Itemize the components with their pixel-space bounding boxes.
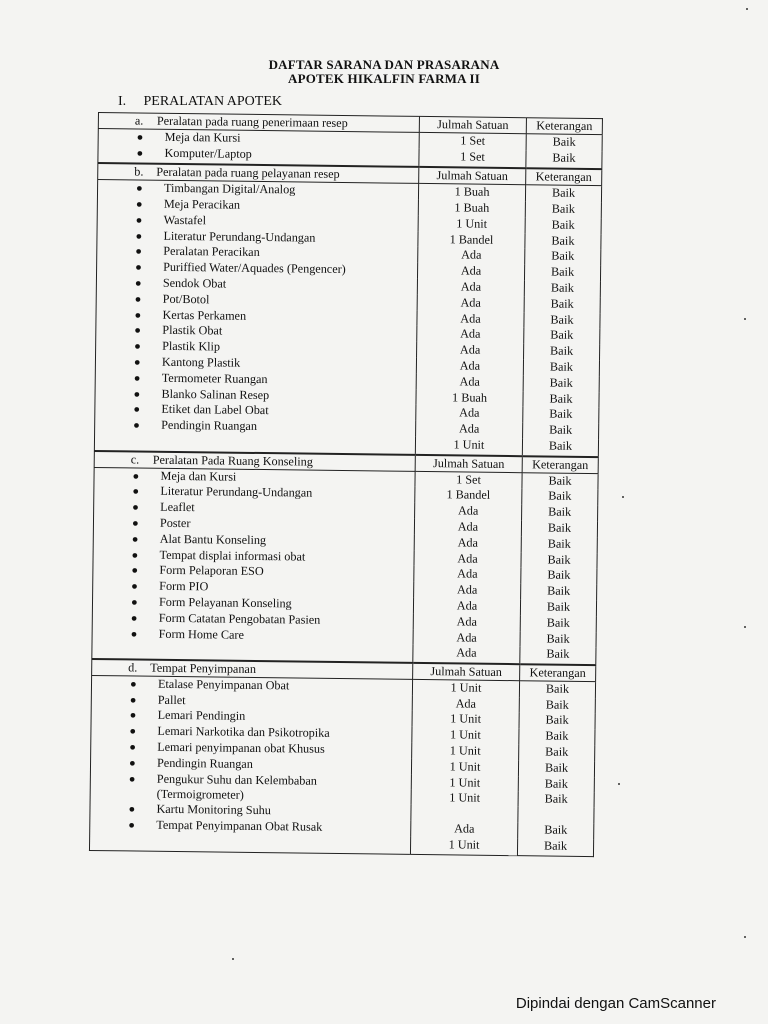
item-note: Baik [548, 504, 572, 519]
item-note: Baik [545, 681, 570, 696]
item-name: Tempat Penyimpanan Obat Rusak [156, 817, 323, 834]
item-name: Etiket dan Label Obat [161, 402, 269, 418]
item-note: Baik [548, 488, 572, 504]
bullet-icon: ● [128, 803, 136, 816]
item-name: Lemari Narkotika dan Psikotropika [157, 724, 330, 741]
item-name: Literatur Perundang-Undangan [163, 228, 316, 245]
item-note: Baik [551, 185, 576, 201]
column-header-quantity: Julmah Satuan [419, 167, 526, 185]
group-letter: b. [134, 164, 144, 179]
item-quantity: Ada [416, 374, 523, 391]
item-name: Termometer Ruangan [161, 370, 268, 386]
item-name: Form Pelaporan ESO [159, 563, 264, 579]
bullet-icon: ● [134, 293, 142, 306]
bullet-icon: ● [135, 198, 143, 211]
bullet-icon: ● [135, 182, 143, 195]
item-quantity: Ada [411, 821, 518, 838]
item-note: Baik [550, 343, 574, 358]
bullet-icon: ● [135, 230, 143, 243]
bullet-icon: ● [129, 725, 137, 738]
item-name: Meja dan Kursi [164, 129, 241, 145]
item-quantity: 1 Unit [418, 216, 525, 233]
item-note: Baik [547, 567, 571, 583]
item-note: Baik [545, 744, 569, 759]
item-note: Baik [546, 599, 571, 614]
item-quantity: 1 Bandel [418, 231, 525, 248]
item-name: Pendingin Ruangan [156, 755, 253, 771]
item-note: Baik [547, 552, 571, 567]
item-quantity: 1 Set [415, 471, 522, 489]
item-note: Baik [544, 822, 568, 837]
item-note: Baik [548, 438, 573, 453]
bullet-icon: ● [136, 147, 144, 160]
column-header-note: Keterangan [520, 664, 596, 681]
item-quantity: Ada [412, 696, 519, 713]
item-name: Pendingin Ruangan [161, 417, 258, 434]
item-name: Lemari Pendingin [157, 708, 246, 724]
item-quantity: Ada [414, 550, 521, 567]
item-quantity: 1 Unit [412, 743, 519, 760]
item-quantity: 1 Buah [416, 389, 523, 406]
item-note: Baik [545, 697, 569, 712]
item-note: Baik [549, 406, 573, 422]
item-note: Baik [544, 791, 568, 807]
item-name: Lemari penyimpanan obat Khusus [157, 739, 325, 756]
bullet-icon: ● [129, 741, 136, 754]
item-quantity: 1 Unit [411, 759, 518, 776]
item-quantity: Ada [413, 598, 520, 615]
item-note: Baik [551, 201, 575, 216]
item-quantity: Ada [415, 503, 522, 520]
item-name: Form Home Care [158, 626, 245, 642]
group-letter: d. [128, 660, 138, 675]
item-quantity: 1 Buah [418, 200, 525, 217]
bullet-icon: ● [134, 309, 142, 322]
item-name: Meja dan Kursi [160, 468, 237, 484]
bullet-icon: ● [129, 709, 137, 722]
item-quantity: Ada [416, 405, 523, 422]
item-quantity: 1 Unit [412, 711, 519, 728]
document-title-line2: APOTEK HIKALFIN FARMA II [288, 71, 480, 86]
item-quantity [411, 805, 518, 822]
bullet-icon: ● [131, 580, 138, 593]
item-note: Baik [549, 422, 573, 437]
item-name: Sendok Obat [162, 275, 227, 291]
item-note: Baik [549, 375, 573, 390]
bullet-icon: ● [130, 627, 138, 641]
item-name: Pot/Botol [162, 291, 210, 307]
scanner-watermark: Dipindai dengan CamScanner [515, 995, 716, 1012]
item-name: Komputer/Laptop [164, 145, 252, 161]
item-quantity: 1 Unit [412, 679, 519, 697]
bullet-icon: ● [133, 372, 141, 385]
bullet-icon: ● [128, 773, 136, 786]
item-note: Baik [546, 631, 570, 646]
item-note: Baik [546, 615, 570, 630]
item-note: Baik [551, 233, 575, 248]
group-title: Peralatan Pada Ruang Konseling [152, 452, 313, 469]
item-note: Baik [550, 296, 574, 311]
item-quantity: Ada [417, 295, 524, 312]
item-name: Form Pelayanan Konseling [158, 594, 292, 611]
scan-speck [744, 936, 746, 938]
item-name: Pallet [157, 692, 186, 707]
item-quantity: 1 Set [419, 132, 526, 150]
item-name: Meja Peracikan [163, 196, 241, 212]
item-name: Puriffied Water/Aquades (Pengencer) [163, 259, 346, 277]
item-name: Poster [159, 515, 191, 531]
item-quantity: Ada [417, 279, 524, 296]
column-header-quantity: Julmah Satuan [413, 663, 520, 681]
item-quantity: Ada [413, 645, 520, 664]
scan-speck [746, 8, 748, 10]
item-note: Baik [552, 150, 576, 165]
item-note: Baik [544, 760, 569, 775]
bullet-icon: ● [134, 324, 142, 337]
item-quantity: 1 Unit [412, 727, 519, 744]
item-note: Baik [550, 280, 574, 295]
item-quantity: Ada [417, 310, 524, 327]
bullet-icon: ● [131, 548, 139, 562]
item-quantity: Ada [414, 519, 521, 536]
item-quantity: Ada [417, 263, 524, 280]
column-header-quantity: Julmah Satuan [419, 116, 526, 133]
item-name: Etalase Penyimpanan Obat [157, 676, 290, 693]
item-name: (Termoigrometer) [156, 787, 244, 803]
item-quantity: Ada [414, 535, 521, 552]
item-quantity: Ada [413, 614, 520, 631]
item-quantity: Ada [413, 629, 520, 646]
section-label: PERALATAN APOTEK [143, 94, 282, 109]
bullet-icon: ● [135, 261, 142, 274]
group-letter: a. [134, 113, 144, 128]
item-name: Kartu Monitoring Suhu [156, 802, 272, 818]
item-quantity: Ada [414, 566, 521, 583]
scan-speck [744, 318, 746, 320]
item-name: Plastik Klip [162, 338, 221, 354]
bullet-icon: ● [130, 612, 138, 625]
item-name: Wastafel [163, 212, 207, 228]
bullet-icon: ● [133, 388, 141, 401]
scan-speck [744, 626, 746, 628]
bullet-icon: ● [135, 245, 143, 258]
item-name: Form Catatan Pengobatan Pasien [158, 610, 321, 627]
bullet-icon: ● [131, 533, 139, 546]
group-title: Tempat Penyimpanan [150, 660, 257, 677]
item-quantity: 1 Unit [411, 790, 518, 806]
bullet-icon: ● [131, 517, 139, 530]
bullet-icon: ● [130, 596, 138, 609]
bullet-icon: ● [132, 469, 140, 483]
group-title: Peralatan pada ruang pelayanan resep [156, 165, 340, 182]
item-note: Baik [544, 776, 568, 791]
item-name: Kertas Perkamen [162, 307, 247, 323]
item-quantity: 1 Unit [410, 837, 517, 856]
item-name: Tempat displai informasi obat [159, 547, 306, 564]
bullet-icon: ● [135, 214, 143, 227]
column-header-quantity: Julmah Satuan [415, 455, 522, 473]
scan-speck [622, 496, 624, 498]
scan-speck [618, 783, 620, 785]
item-note: Baik [549, 391, 573, 406]
bullet-icon: ● [129, 694, 137, 707]
column-header-note: Keterangan [526, 169, 602, 186]
item-note: Baik [550, 312, 574, 327]
section-number: I. [118, 94, 127, 109]
item-quantity: 1 Unit [411, 775, 518, 792]
bullet-icon: ● [132, 485, 140, 498]
item-note: Baik [545, 728, 569, 744]
item-quantity: 1 Unit [415, 437, 522, 456]
bullet-icon: ● [131, 564, 139, 577]
item-note: Baik [552, 134, 576, 149]
item-note: Baik [550, 327, 574, 343]
item-name: Leaflet [160, 499, 195, 515]
item-note: Baik [548, 473, 572, 488]
item-quantity: 1 Set [419, 149, 526, 169]
bullet-icon: ● [134, 340, 141, 353]
group-letter: c. [130, 452, 140, 467]
item-quantity: Ada [416, 358, 523, 375]
item-quantity: Ada [414, 582, 521, 599]
item-quantity: Ada [417, 326, 524, 343]
column-header-note: Keterangan [526, 118, 602, 135]
item-name: Literatur Perundang-Undangan [160, 484, 313, 500]
bullet-icon: ● [129, 678, 137, 691]
equipment-table [89, 112, 603, 857]
item-name: Blanko Salinan Resep [161, 386, 270, 402]
bullet-spacer [99, 798, 157, 799]
bullet-icon: ● [132, 501, 139, 514]
document-title-line1: DAFTAR SARANA DAN PRASARANA [268, 57, 500, 72]
item-note: Baik [547, 583, 571, 598]
item-name: Peralatan Peracikan [163, 244, 260, 260]
bullet-icon: ● [133, 356, 141, 369]
group-title: Peralatan pada ruang penerimaan resep [156, 113, 348, 131]
item-note: Baik [545, 712, 569, 728]
item-note: Baik [549, 359, 574, 374]
scan-speck [232, 958, 234, 960]
item-note: Baik [550, 264, 575, 279]
item-quantity: 1 Bandel [415, 487, 522, 504]
item-name: Timbangan Digital/Analog [163, 181, 296, 197]
section-heading [118, 94, 282, 110]
item-note: Baik [543, 838, 568, 853]
item-name: Plastik Obat [162, 323, 223, 338]
item-name-cell [89, 833, 410, 854]
item-note: Baik [547, 536, 571, 551]
item-name: Alat Bantu Konseling [159, 531, 267, 547]
item-name: Form PIO [159, 578, 209, 594]
bullet-icon: ● [134, 277, 142, 290]
column-header-note: Keterangan [522, 456, 598, 473]
item-quantity: Ada [418, 247, 525, 264]
bullet-icon: ● [133, 403, 141, 416]
bullet-icon: ● [128, 819, 136, 832]
item-name: Kantong Plastik [161, 354, 241, 370]
bullet-icon: ● [133, 419, 140, 432]
bullet-icon: ● [128, 757, 136, 770]
item-note: Baik [546, 646, 570, 662]
item-note: Baik [551, 248, 575, 264]
item-quantity: Ada [416, 421, 523, 438]
item-quantity: Ada [417, 342, 524, 359]
item-note: Baik [551, 217, 575, 232]
item-note: Baik [547, 520, 572, 535]
item-quantity: 1 Buah [418, 184, 525, 202]
item-note [518, 806, 594, 823]
item-name: Pengukur Suhu dan Kelembaban [156, 771, 318, 788]
bullet-icon: ● [136, 131, 144, 144]
